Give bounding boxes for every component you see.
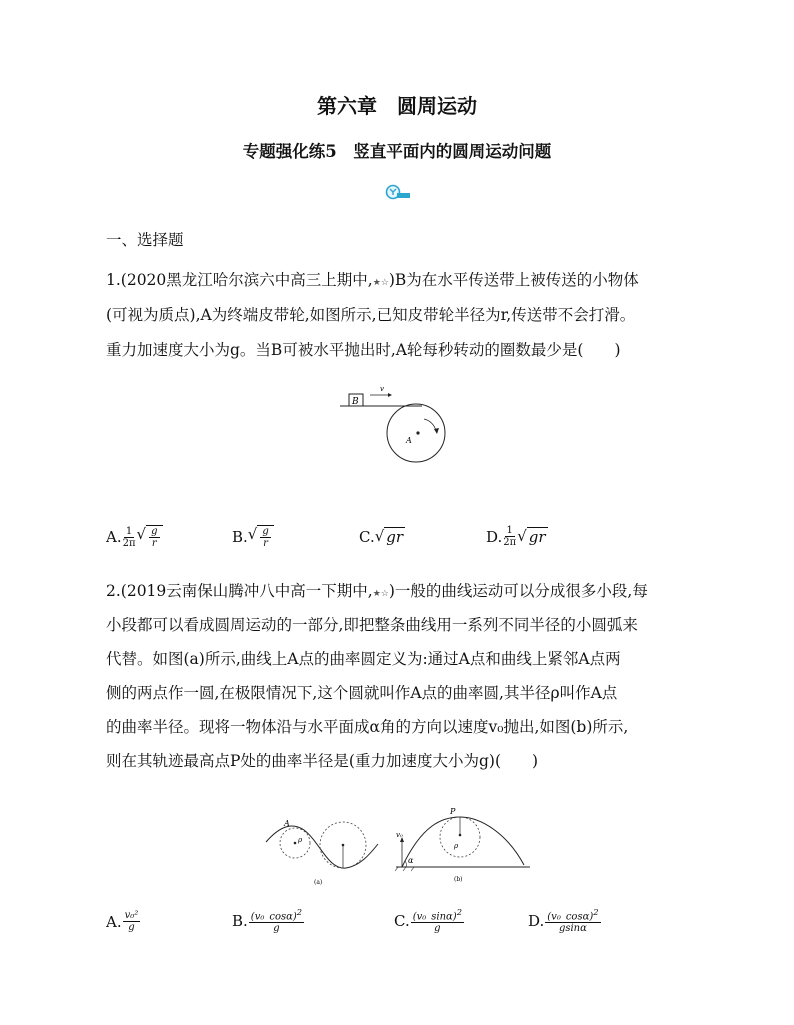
q2-line-4: 侧的两点作一圆,在极限情况下,这个圆就叫作A点的曲率圆,其半径ρ叫作A点: [106, 684, 618, 702]
q2-option-c[interactable]: C. $\frac{(v_0 \sin\alpha)^2}{g}$: [394, 907, 463, 935]
q2-option-d[interactable]: D. $\frac{(v_0 \cos\alpha)^2}{gsin\alpha}$: [528, 907, 599, 935]
q1-line-2: (可视为质点),A为终端皮带轮,如图所示,已知皮带轮半径为r,传送带不会打滑。: [106, 306, 636, 324]
q2-figure-a-curvature: [262, 812, 382, 888]
section-heading: 一、选择题: [106, 231, 184, 249]
q2-option-b[interactable]: B. $\frac{(v_0 \cos\alpha)^2}{g}$: [232, 907, 303, 935]
logo-icon: [385, 184, 411, 200]
label-b: B: [352, 397, 359, 407]
label-a: A: [284, 819, 290, 828]
q1-line-3: 重力加速度大小为g。当B可被水平抛出时,A轮每秒转动的圈数最少是( ): [106, 341, 621, 359]
label-v: v: [380, 385, 384, 393]
q2-line-6: 则在其轨迹最高点P处的曲率半径是(重力加速度大小为g)( ): [106, 752, 539, 770]
label-rho: ρ: [298, 836, 303, 844]
q2-line-3: 代替。如图(a)所示,曲线上A点的曲率圆定义为:通过A点和曲线上紧邻A点两: [106, 650, 621, 668]
difficulty-stars-icon: ★☆: [372, 589, 389, 599]
caption-a: (a): [314, 879, 323, 886]
label-rho: ρ: [454, 842, 459, 850]
trajectory: [402, 817, 524, 867]
section-subtitle: 专题强化练5 竖直平面内的圆周运动问题: [242, 142, 552, 161]
q2-line-1: 2.(2019云南保山腾冲八中高一下期中,★☆)一般的曲线运动可以分成很多小段,每: [106, 582, 648, 600]
q1-option-c[interactable]: C. √ gr: [359, 527, 404, 546]
q2-figure-b-projectile: [392, 805, 532, 887]
label-v0: v₀: [396, 831, 403, 839]
label-p: P: [450, 807, 456, 816]
chapter-title: 第六章 圆周运动: [317, 94, 477, 118]
curve: [266, 826, 378, 868]
q1-option-b[interactable]: B. √ $\frac{g}{r}$: [232, 525, 274, 549]
label-a: A: [406, 436, 412, 445]
q1-figure-belt-wheel: [340, 385, 470, 475]
label-alpha: α: [408, 856, 414, 865]
q1-option-d[interactable]: D. $\frac{1}{2\pi}$ √ gr: [486, 525, 546, 548]
q1-option-a[interactable]: A. $\frac{1}{2\pi}$ √ $\frac{g}{r}$: [106, 525, 163, 549]
difficulty-stars-icon: ★☆: [372, 278, 389, 288]
q2-option-a[interactable]: A. $\frac{\text{v₀²}}{g}$: [106, 910, 139, 933]
wheel-a: [387, 404, 445, 462]
q2-line-2: 小段都可以看成圆周运动的一部分,即把整条曲线用一系列不同半径的小圆弧来: [106, 616, 638, 634]
q2-line-5: 的曲率半径。现将一物体沿与水平面成α角的方向以速度v₀抛出,如图(b)所示,: [106, 718, 629, 736]
q1-line-1: 1.(2020黑龙江哈尔滨六中高三上期中,★☆)B为在水平传送带上被传送的小物体: [106, 271, 639, 289]
caption-b: (b): [454, 876, 463, 883]
